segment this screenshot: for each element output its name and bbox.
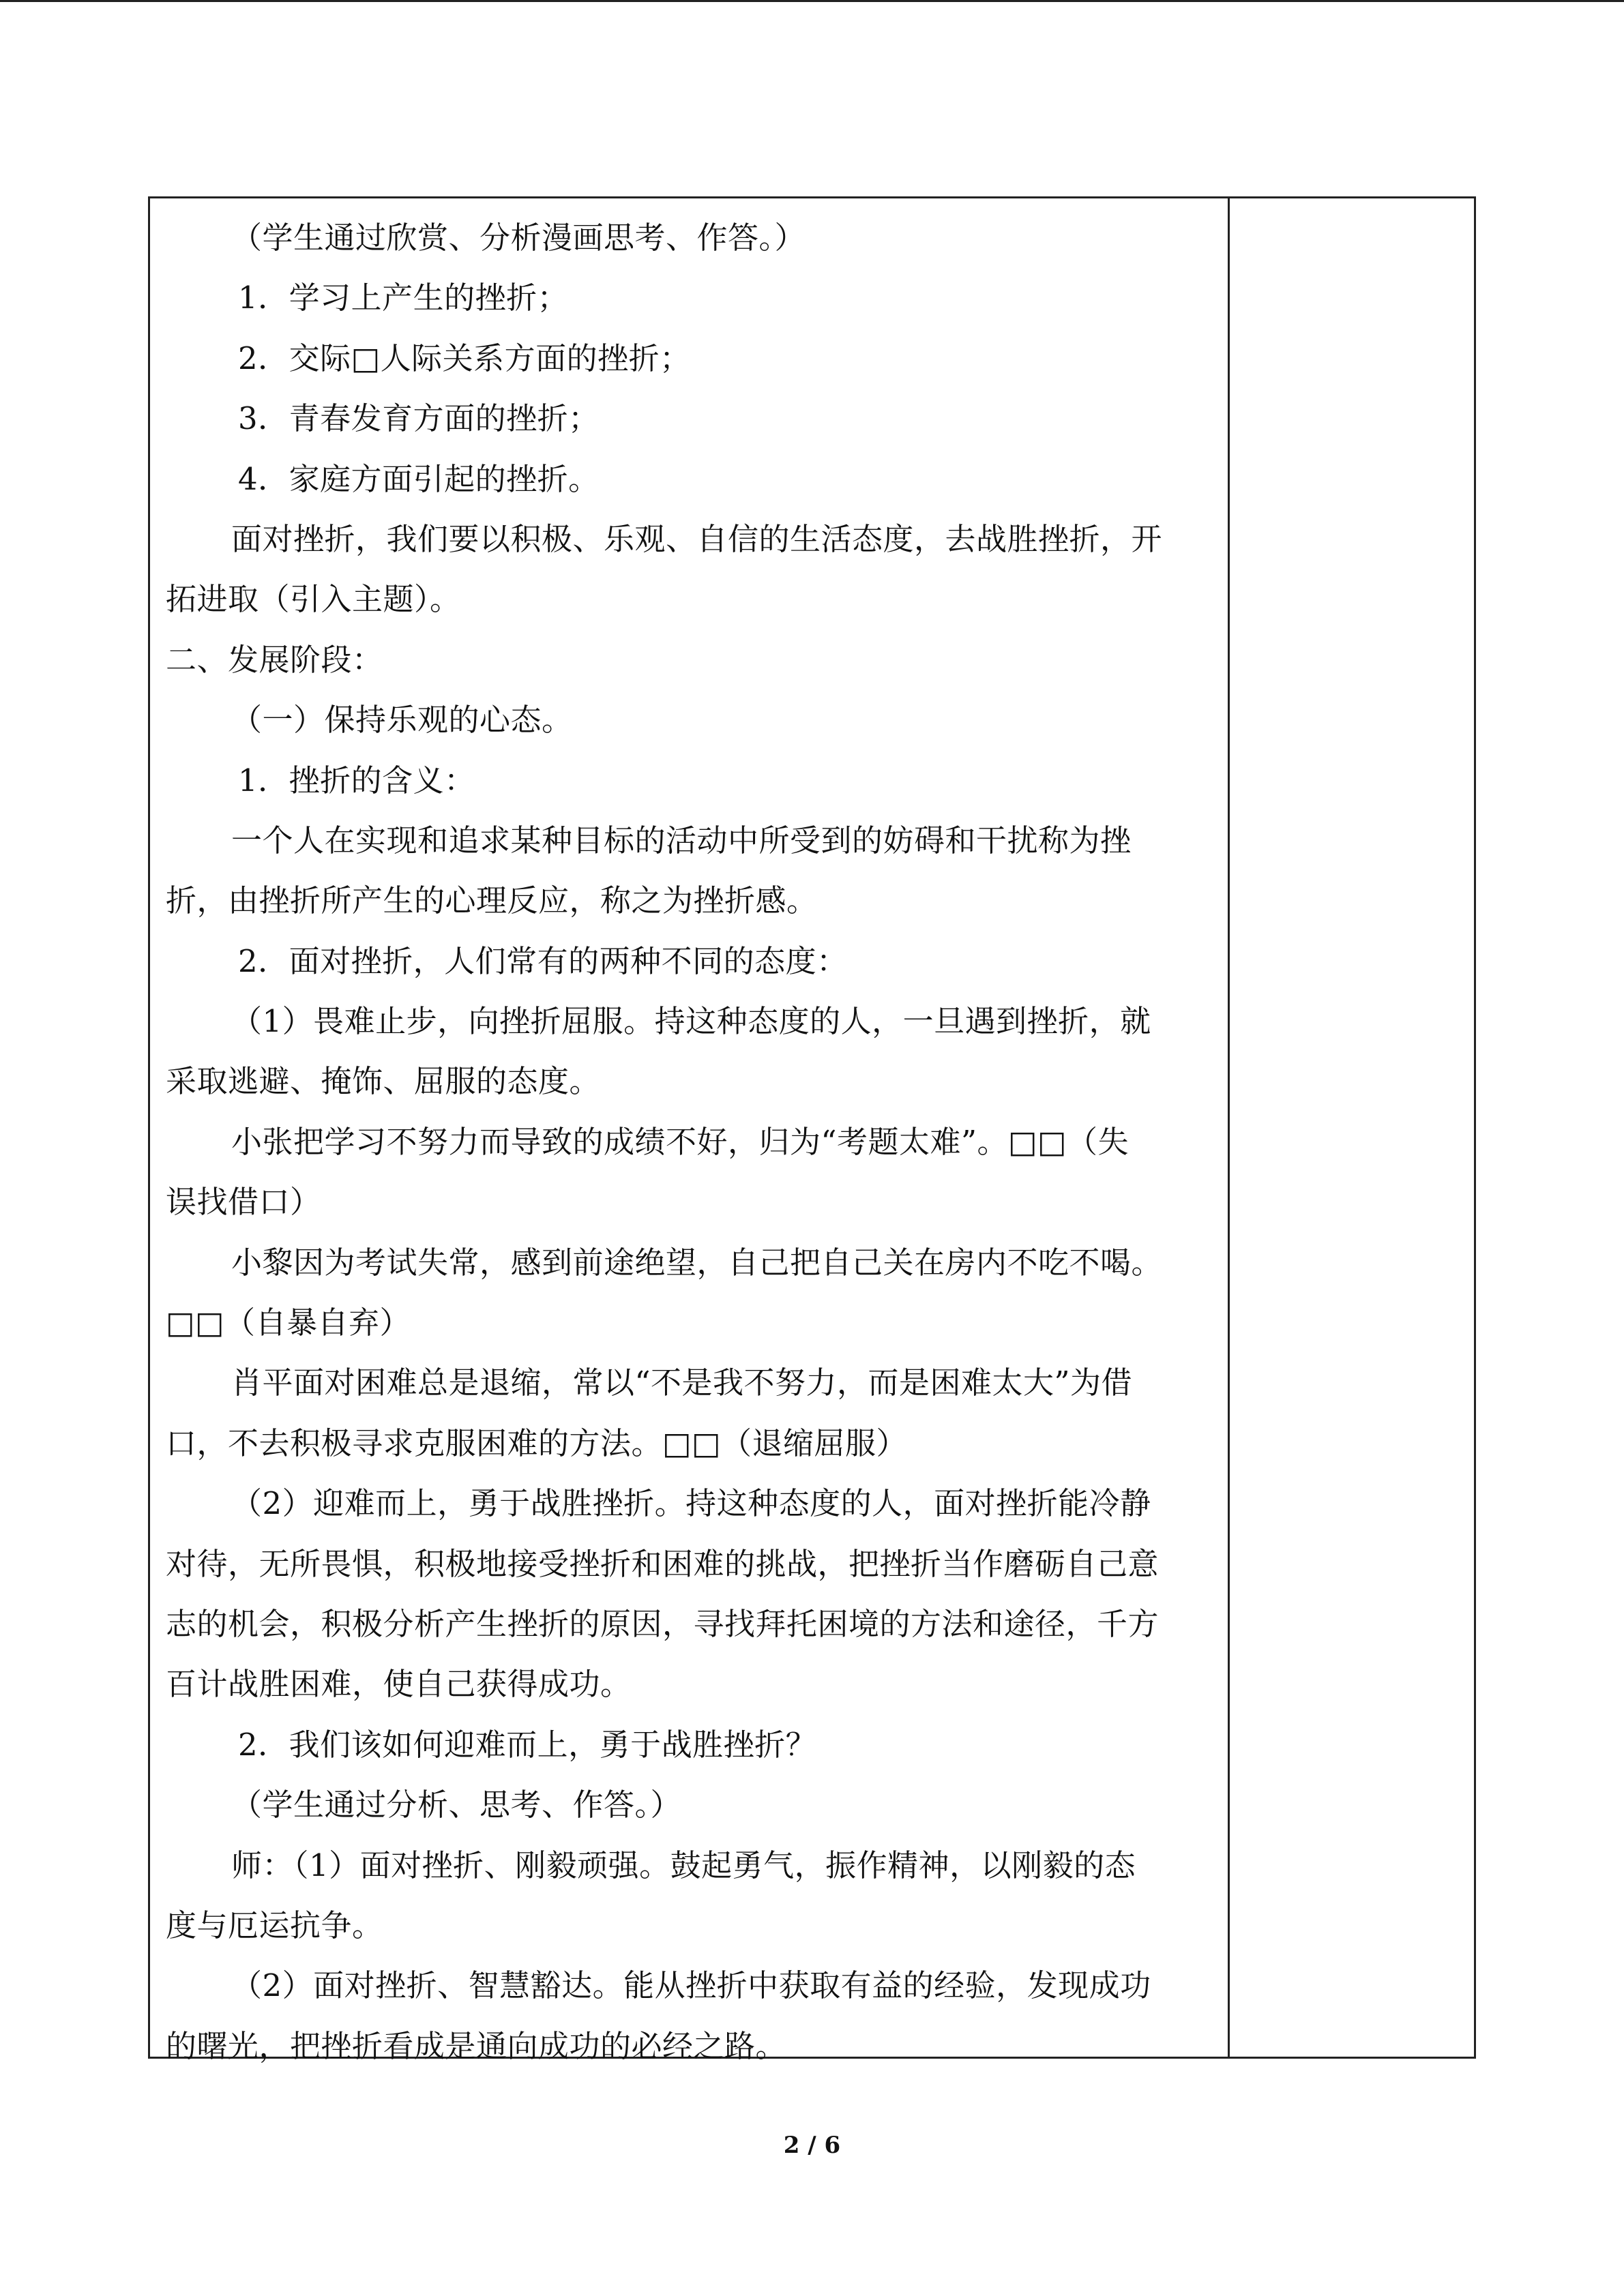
text-line: 小黎因为考试失常，感到前途绝望，自己把自己关在房内不吃不喝。 <box>231 1244 1163 1281</box>
text-line: 师：（1）面对挫折、刚毅顽强。鼓起勇气，振作精神，以刚毅的态 <box>231 1847 1136 1883</box>
content-cell <box>166 208 1216 2076</box>
text-line: 采取逃避、掩饰、屈服的态度。 <box>166 1063 601 1100</box>
text-line: 误找借口） <box>166 1184 321 1221</box>
text-line: 面对挫折，我们要以积极、乐观、自信的生活态度，去战胜挫折，开 <box>231 520 1163 557</box>
text-line: 的曙光，把挫折看成是通向成功的必经之路。 <box>166 2027 787 2064</box>
text-line: 小张把学习不努力而导致的成绩不好，归为“考题太难”。□□（失 <box>231 1123 1130 1160</box>
text-line: 志的机会，积极分析产生挫折的原因，寻找拜托困境的方法和途径，千方 <box>166 1605 1160 1642</box>
text-line: 3．青春发育方面的挫折； <box>238 400 600 437</box>
text-line: □□（自暴自弃） <box>166 1304 411 1341</box>
text-line: （学生通过分析、思考、作答。） <box>231 1787 682 1823</box>
text-line: 一个人在实现和追求某种目标的活动中所受到的妨碍和干扰称为挫 <box>231 822 1132 859</box>
top-border-line <box>0 0 1624 2</box>
text-line: 折，由挫折所产生的心理反应，称之为挫折感。 <box>166 882 818 919</box>
text-line: 2．面对挫折，人们常有的两种不同的态度： <box>238 942 848 979</box>
text-line: （2）面对挫折、智慧豁达。能从挫折中获取有益的经验，发现成功 <box>231 1967 1151 2004</box>
page-number: 2 / 6 <box>783 2132 841 2159</box>
text-line: 2．我们该如何迎难而上，勇于战胜挫折？ <box>238 1726 817 1763</box>
text-line: 4．家庭方面引起的挫折。 <box>238 460 600 497</box>
text-line: 1．挫折的含义： <box>238 762 475 799</box>
text-line: 肖平面对困难总是退缩，常以“不是我不努力，而是困难太大”为借 <box>231 1365 1133 1401</box>
text-line: 口，不去积极寻求克服困难的方法。□□（退缩屈服） <box>166 1425 908 1461</box>
lesson-plan-table <box>148 196 1476 2064</box>
text-line: （1）畏难止步，向挫折屈服。持这种态度的人，一旦遇到挫折，就 <box>231 1003 1151 1040</box>
section-heading: 二、发展阶段： <box>166 641 383 678</box>
text-line: （2）迎难而上，勇于战胜挫折。持这种态度的人，面对挫折能冷静 <box>231 1485 1151 1522</box>
text-line: （学生通过欣赏、分析漫画思考、作答。） <box>231 220 806 256</box>
text-line: 1．学习上产生的挫折； <box>238 280 569 316</box>
text-line: 拓进取（引入主题）。 <box>166 581 461 618</box>
text-line: 对待，无所畏惧，积极地接受挫折和困难的挑战，把挫折当作磨砺自己意 <box>166 1545 1160 1582</box>
text-line: 百计战胜困难，使自己获得成功。 <box>166 1666 632 1703</box>
subsection-heading: （一）保持乐观的心态。 <box>231 702 573 739</box>
notes-cell <box>1230 198 1474 2057</box>
text-line: 度与厄运抗争。 <box>166 1907 383 1943</box>
text-line: 2．交际□人际关系方面的挫折； <box>238 340 691 376</box>
